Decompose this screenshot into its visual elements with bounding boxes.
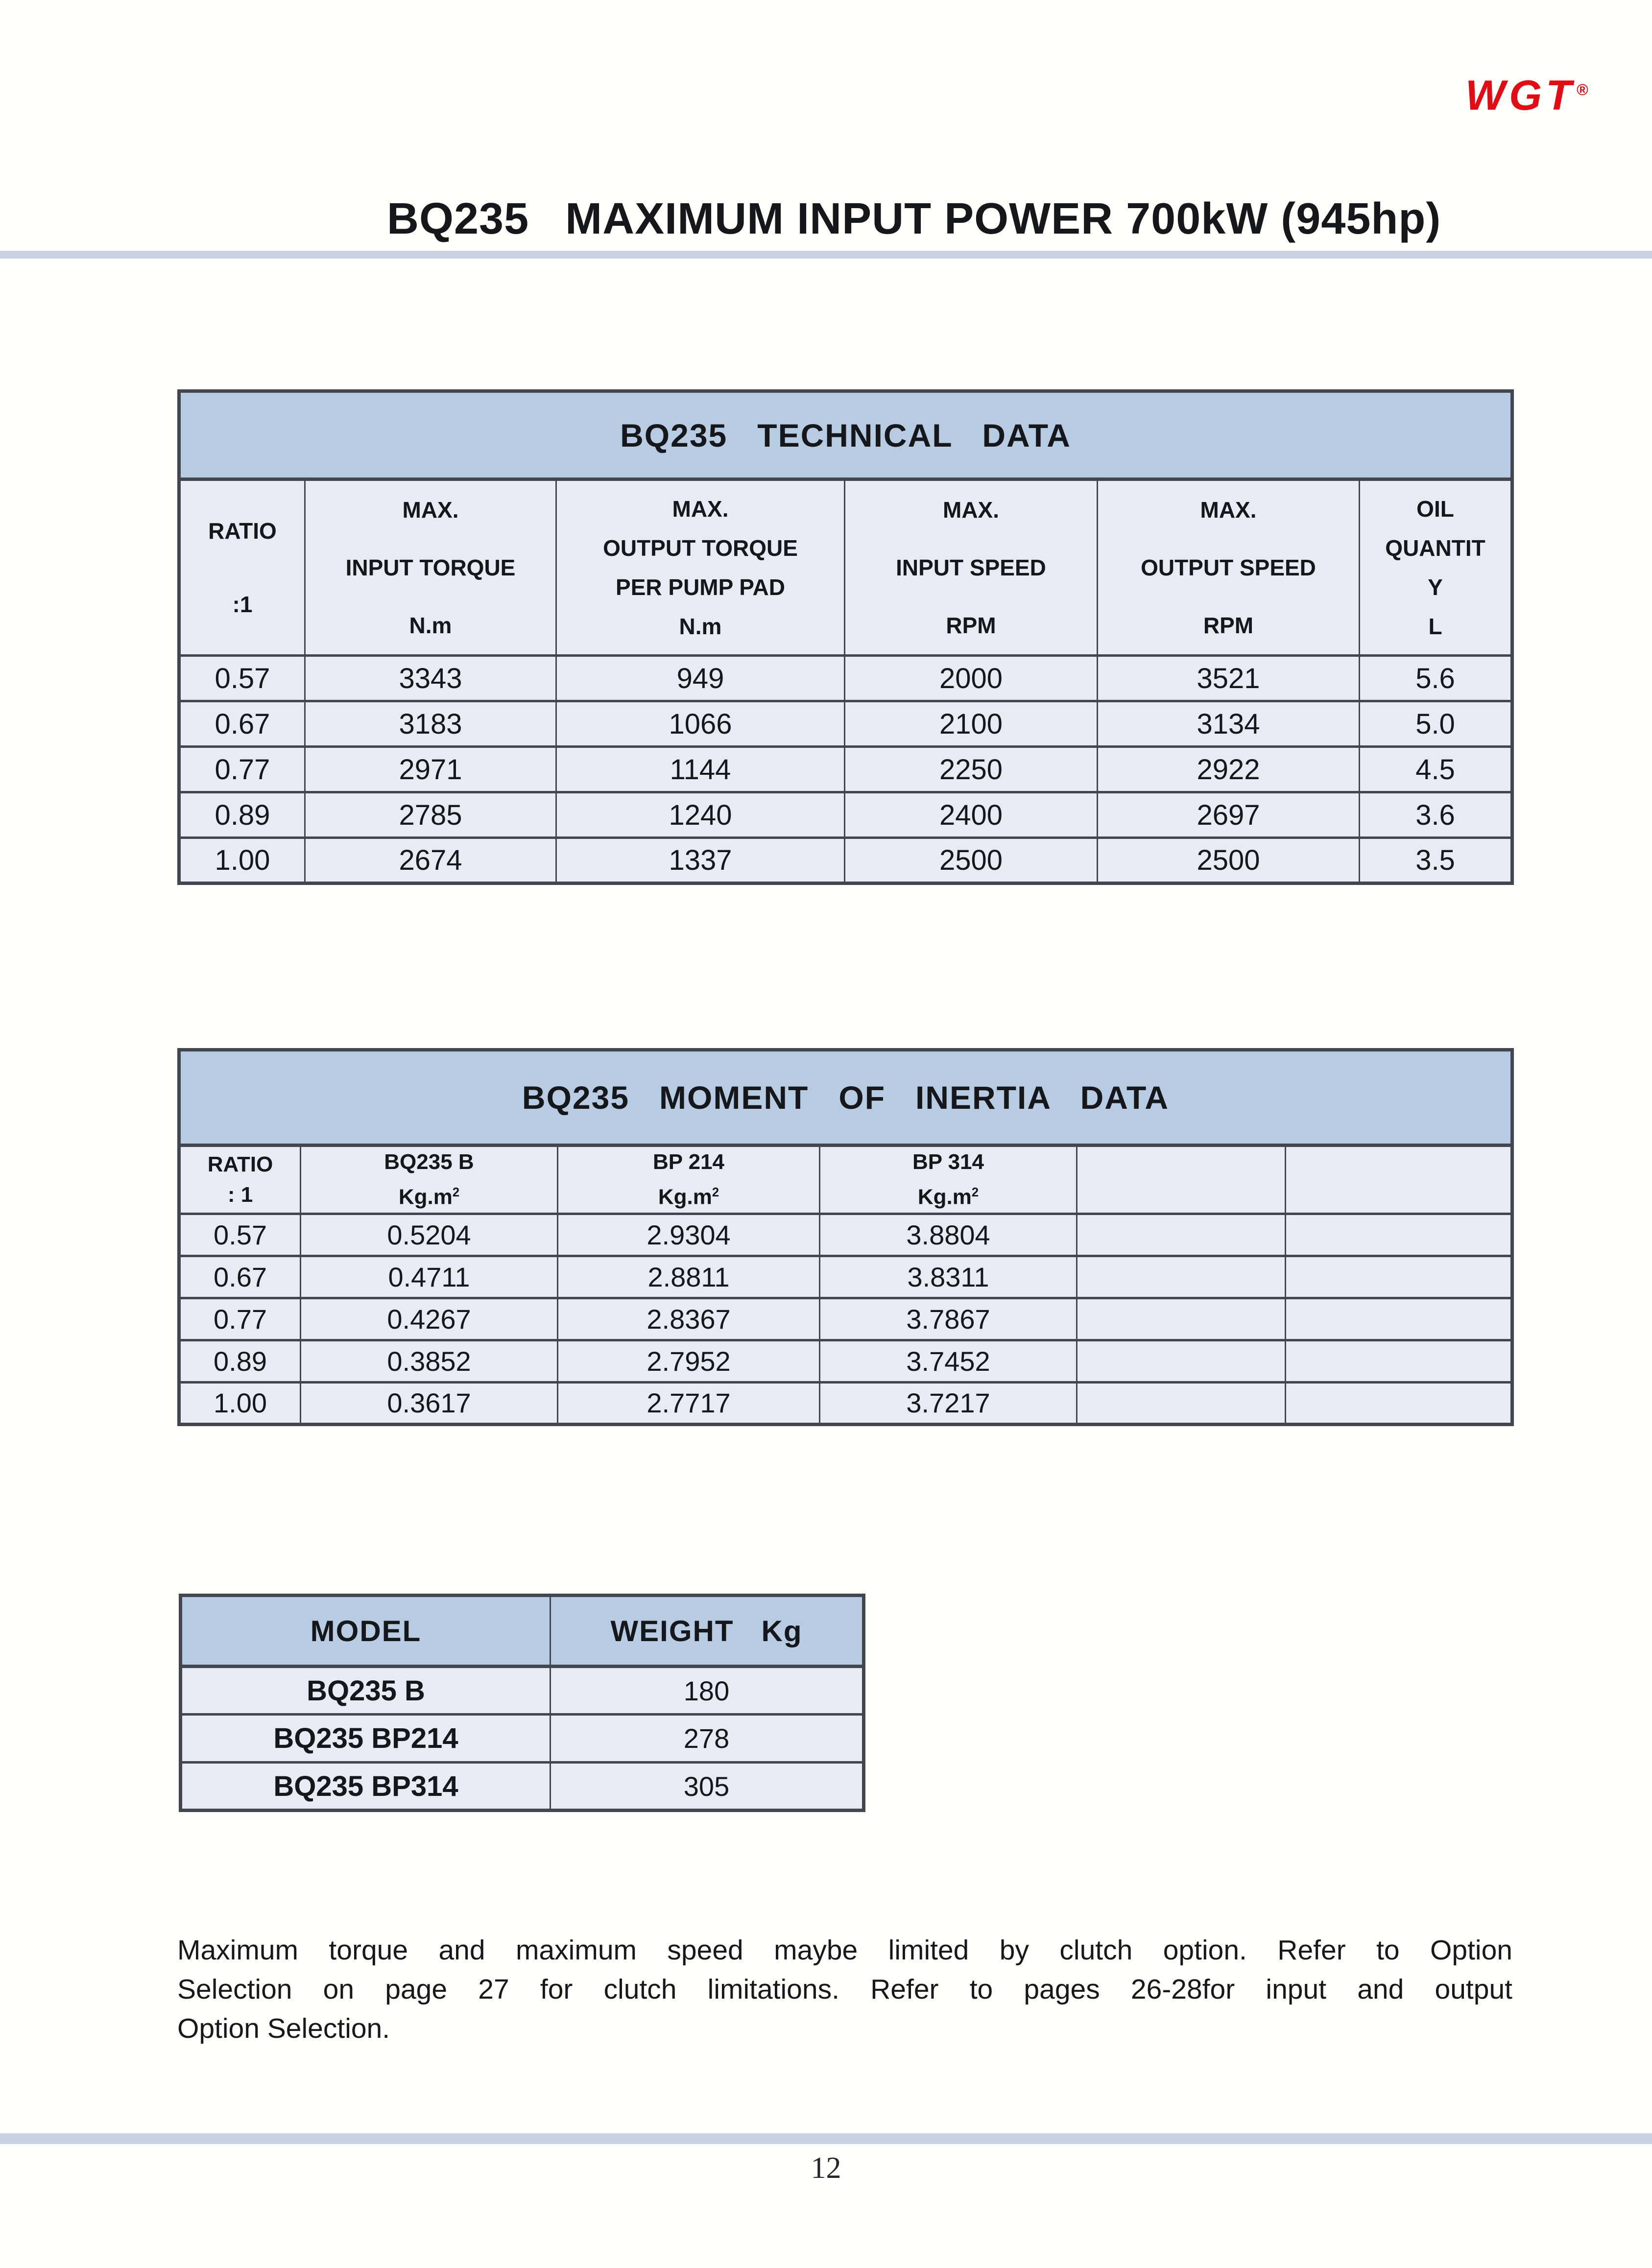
title-underline-rule xyxy=(0,251,1652,259)
footer-rule xyxy=(0,2133,1652,2144)
table-row xyxy=(181,1763,864,1811)
table2-caption: BQ235 MOMENT OF INERTIA DATA xyxy=(179,1050,1512,1146)
cell-output-speed: 2500 xyxy=(1098,838,1360,883)
cell-bq235b: 0.5204 xyxy=(301,1214,558,1256)
cell-input-torque: 2674 xyxy=(305,838,556,883)
brand-logo xyxy=(1465,72,1588,120)
cell-bq235b: 0.4711 xyxy=(301,1256,558,1298)
table-row xyxy=(179,1256,1512,1298)
cell-weight: 180 xyxy=(551,1667,864,1715)
technical-data-table xyxy=(177,389,1514,885)
cell-oil-quantity: 4.5 xyxy=(1360,747,1512,792)
cell-input-speed: 2500 xyxy=(845,838,1098,883)
page-title-model: BQ235 xyxy=(387,194,529,243)
cell-empty xyxy=(1286,1256,1512,1298)
table-row xyxy=(179,838,1512,883)
t2-header-bp314: BP 314 $Kg.m^2$ xyxy=(820,1146,1077,1214)
cell-empty xyxy=(1077,1256,1286,1298)
cell-input-speed: 2100 xyxy=(845,701,1098,747)
page-number: 12 xyxy=(811,2151,841,2185)
cell-ratio: 0.57 xyxy=(179,656,305,701)
cell-oil-quantity: 5.6 xyxy=(1360,656,1512,701)
cell-input-torque: 2971 xyxy=(305,747,556,792)
cell-empty xyxy=(1077,1340,1286,1382)
t2-header-empty xyxy=(1286,1146,1512,1214)
cell-output-speed: 3134 xyxy=(1098,701,1360,747)
t3-header-model: MODEL xyxy=(181,1596,551,1667)
cell-bp214: 2.8367 xyxy=(558,1298,820,1340)
t1-header-max-output-torque: MAX. OUTPUT TORQUE PER PUMP PAD N.m xyxy=(556,479,845,656)
cell-bq235b: 0.4267 xyxy=(301,1298,558,1340)
table-row xyxy=(179,1214,1512,1256)
t1-header-oil-quantity: OIL QUANTIT Y L xyxy=(1360,479,1512,656)
cell-bp214: 2.7952 xyxy=(558,1340,820,1382)
cell-ratio: 0.57 xyxy=(179,1214,301,1256)
cell-output-torque: 949 xyxy=(556,656,845,701)
cell-output-torque: 1144 xyxy=(556,747,845,792)
note-line: Selection on page 27 for clutch limitations. Refer to pages 26-28for input and output xyxy=(177,1974,1512,2005)
cell-oil-quantity: 3.6 xyxy=(1360,792,1512,838)
note-line: Maximum torque and maximum speed maybe limited by clutch option. Refer to Option xyxy=(177,1934,1512,1966)
cell-input-torque: 3183 xyxy=(305,701,556,747)
cell-ratio: 0.67 xyxy=(179,701,305,747)
cell-weight: 305 xyxy=(551,1763,864,1811)
registered-icon: ® xyxy=(1576,81,1588,99)
cell-output-torque: 1337 xyxy=(556,838,845,883)
cell-empty xyxy=(1077,1298,1286,1340)
cell-model: BQ235 B xyxy=(181,1667,551,1715)
model-weight-table xyxy=(179,1594,865,1812)
cell-model: BQ235 BP314 xyxy=(181,1763,551,1811)
note-paragraph xyxy=(177,1931,1512,2048)
cell-empty xyxy=(1077,1382,1286,1424)
cell-bq235b: 0.3852 xyxy=(301,1340,558,1382)
cell-output-torque: 1240 xyxy=(556,792,845,838)
t1-header-max-input-speed: MAX. INPUT SPEED RPM xyxy=(845,479,1098,656)
cell-empty xyxy=(1286,1214,1512,1256)
moment-of-inertia-table xyxy=(177,1048,1514,1426)
table-row xyxy=(179,656,1512,701)
t1-header-max-input-torque: MAX. INPUT TORQUE N.m xyxy=(305,479,556,656)
cell-ratio: 0.67 xyxy=(179,1256,301,1298)
brand-logo-text: WGT xyxy=(1465,72,1576,119)
cell-empty xyxy=(1077,1214,1286,1256)
table-row xyxy=(179,1340,1512,1382)
page-title xyxy=(387,194,1441,244)
note-line: Option Selection. xyxy=(177,2013,390,2044)
cell-bq235b: 0.3617 xyxy=(301,1382,558,1424)
table-row xyxy=(179,747,1512,792)
cell-ratio: 0.77 xyxy=(179,1298,301,1340)
table-row xyxy=(179,792,1512,838)
cell-bp214: 2.9304 xyxy=(558,1214,820,1256)
squared-superscript: 2 xyxy=(452,1186,460,1199)
cell-input-speed: 2400 xyxy=(845,792,1098,838)
table-row xyxy=(179,1298,1512,1340)
cell-input-torque: 3343 xyxy=(305,656,556,701)
cell-empty xyxy=(1286,1382,1512,1424)
t2-header-ratio: RATIO : 1 xyxy=(179,1146,301,1214)
t2-header-bq235b: BQ235 B $Kg.m^2$ xyxy=(301,1146,558,1214)
cell-ratio: 1.00 xyxy=(179,838,305,883)
table1-caption: BQ235 TECHNICAL DATA xyxy=(179,391,1512,479)
table-row xyxy=(179,1382,1512,1424)
cell-empty xyxy=(1286,1298,1512,1340)
cell-bp314: 3.8804 xyxy=(820,1214,1077,1256)
cell-input-torque: 2785 xyxy=(305,792,556,838)
table-row xyxy=(179,701,1512,747)
cell-oil-quantity: 5.0 xyxy=(1360,701,1512,747)
table-row xyxy=(181,1715,864,1763)
cell-input-speed: 2000 xyxy=(845,656,1098,701)
cell-bp214: 2.8811 xyxy=(558,1256,820,1298)
page-title-text: MAXIMUM INPUT POWER 700kW (945hp) xyxy=(565,194,1441,243)
t1-header-ratio: RATIO :1 xyxy=(179,479,305,656)
cell-input-speed: 2250 xyxy=(845,747,1098,792)
table-row xyxy=(181,1667,864,1715)
cell-ratio: 1.00 xyxy=(179,1382,301,1424)
cell-ratio: 0.77 xyxy=(179,747,305,792)
cell-bp314: 3.7217 xyxy=(820,1382,1077,1424)
cell-bp314: 3.7867 xyxy=(820,1298,1077,1340)
cell-model: BQ235 BP214 xyxy=(181,1715,551,1763)
t1-header-max-output-speed: MAX. OUTPUT SPEED RPM xyxy=(1098,479,1360,656)
cell-ratio: 0.89 xyxy=(179,1340,301,1382)
cell-output-speed: 3521 xyxy=(1098,656,1360,701)
cell-bp314: 3.7452 xyxy=(820,1340,1077,1382)
cell-empty xyxy=(1286,1340,1512,1382)
cell-output-speed: 2697 xyxy=(1098,792,1360,838)
cell-weight: 278 xyxy=(551,1715,864,1763)
t2-header-bp214: BP 214 $Kg.m^2$ xyxy=(558,1146,820,1214)
cell-output-speed: 2922 xyxy=(1098,747,1360,792)
cell-bp214: 2.7717 xyxy=(558,1382,820,1424)
cell-bp314: 3.8311 xyxy=(820,1256,1077,1298)
squared-superscript: 2 xyxy=(712,1186,719,1199)
t2-header-empty xyxy=(1077,1146,1286,1214)
t3-header-weight: WEIGHT Kg xyxy=(551,1596,864,1667)
cell-output-torque: 1066 xyxy=(556,701,845,747)
cell-ratio: 0.89 xyxy=(179,792,305,838)
cell-oil-quantity: 3.5 xyxy=(1360,838,1512,883)
squared-superscript: 2 xyxy=(971,1186,979,1199)
